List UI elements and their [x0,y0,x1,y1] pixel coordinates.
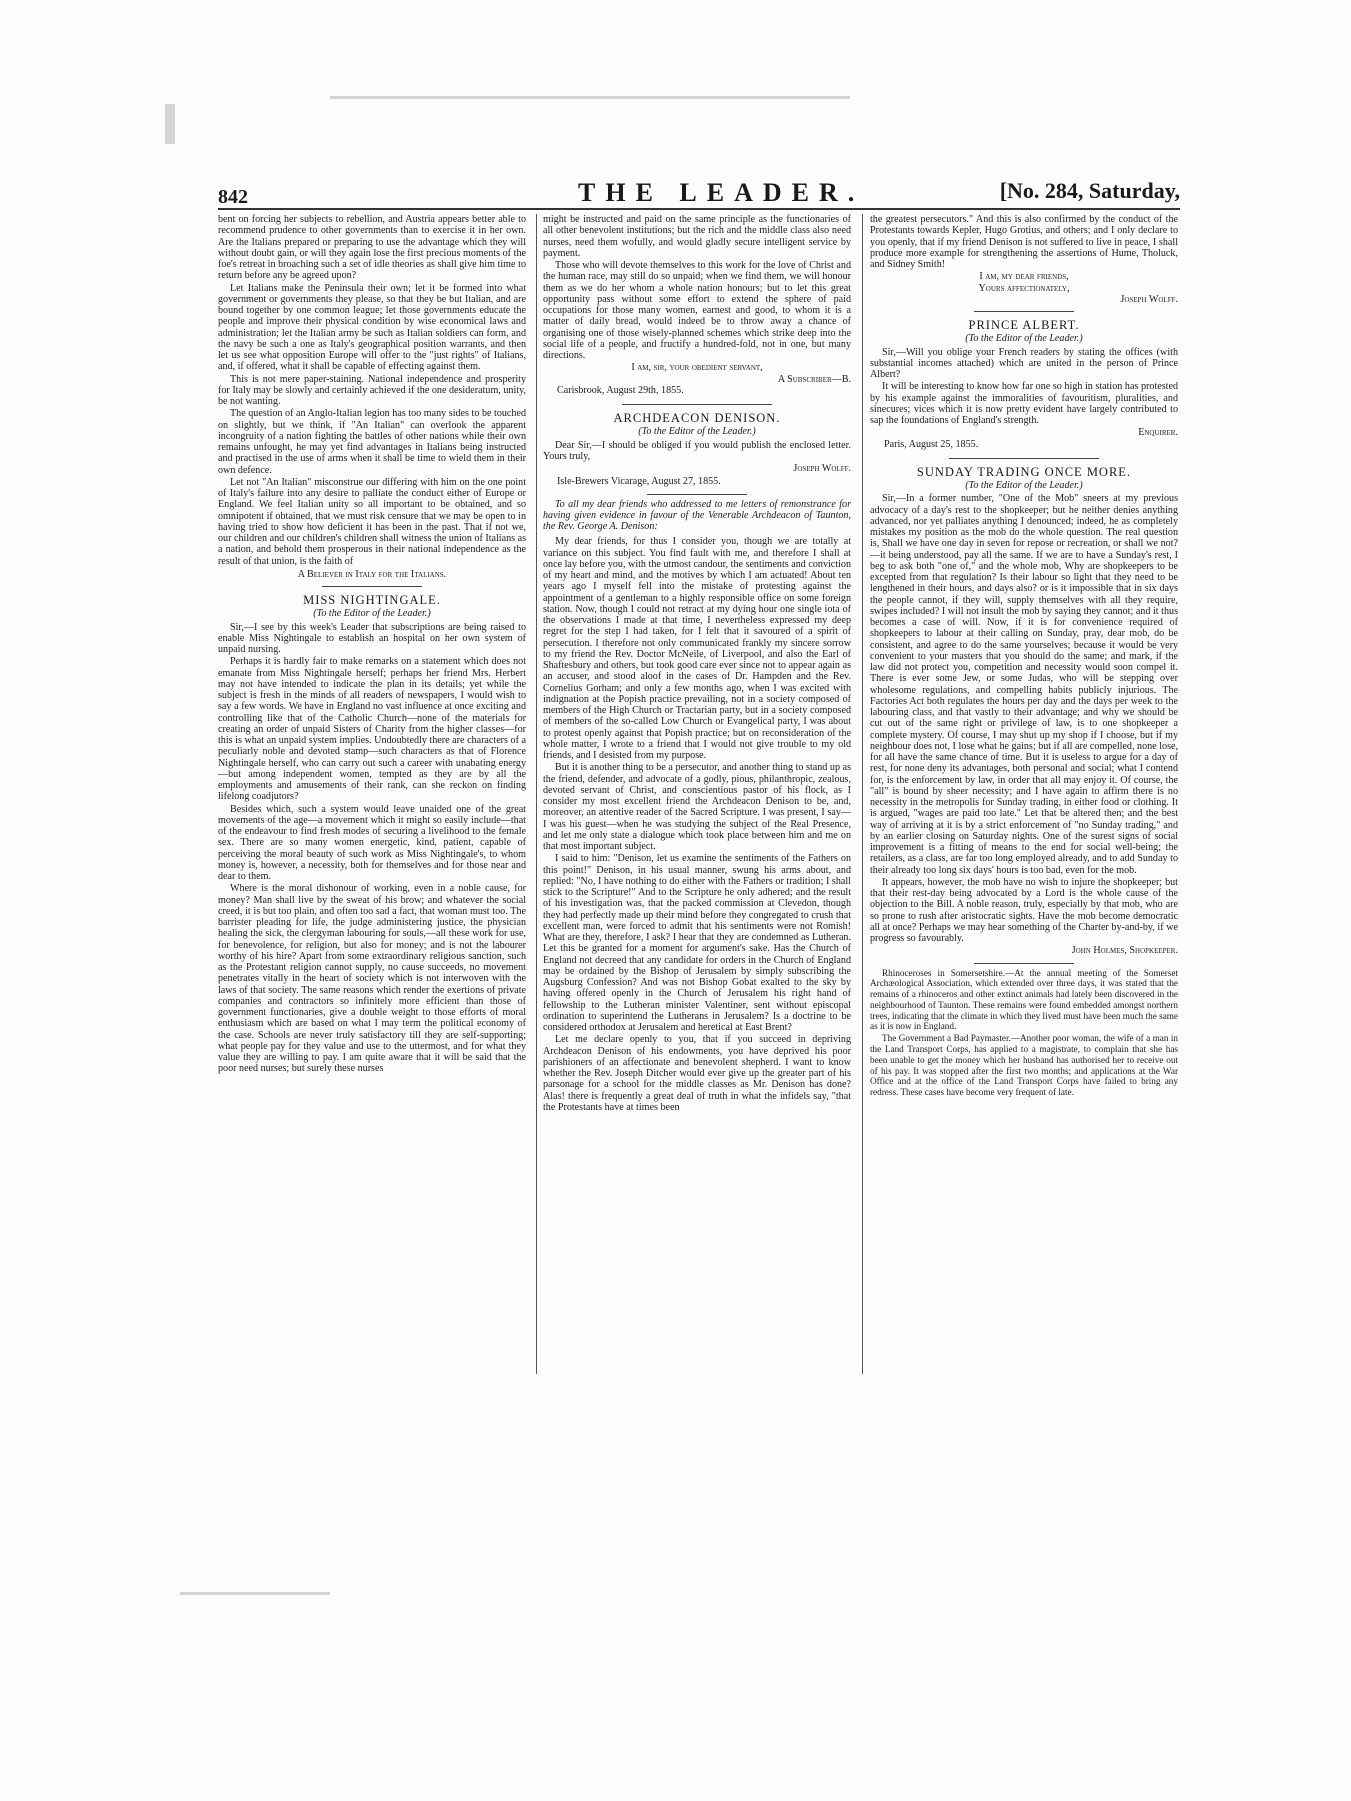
article-heading: MISS NIGHTINGALE. [303,593,441,607]
paragraph: I said to him: "Denison, let us examine the sentiments of the Fathers on this point!" Denison, in his usual manner, swung his arms about, and replied: "No, I have nothing to do either with the Fathers or tradition; I shall stick to the Scripture!" And to the Scripture he only adhered; and the result of his investigation was, that the packed commission at Clevedon, though they had perfectly made up their mind before they congregated to crush that excellent man, were forced to admit that his sentiments were not Romish! What are they, therefore, I ask? I hear that they are condemned as Lutheran. Let this be granted for a moment for argument's sake. Has the Church of England not decreed that any candidate for orders in the Church of England may be ordained by the Bishop of Jerusalem by simply subscribing the Augsburg Confession? And was not Bishop Gobat exalted to the sky by having offered openly in the Church of Jerusalem his right hand of fellowship to the Lutheran minister Valentiner, sent without episcopal ordination to superintend the Lutherans in Jerusalem? Is a doctrine to be considered orthodox at Jerusalem and heretical at East Brent? [543,853,851,1033]
divider [974,311,1074,312]
divider [647,494,747,495]
dateline: Isle-Brewers Vicarage, August 27, 1855. [557,476,721,488]
paragraph: Sir,—Will you oblige your French readers by stating the offices (with substantial incomes attached) which are united in the person of Prince Albert? [870,346,1178,380]
column-rule [536,214,537,1374]
paragraph: bent on forcing her subjects to rebellion, and Austria appears better able to recommend prudence to other governments than to exercise it in her own. Are the Italians prepared or preparing to use the advantage which they will without doubt gain, or will they again lose the first precious moments of the foe's retreat in broaching such a set of idle theories as shall give him time to return before any be agreed upon? [218,214,526,282]
paragraph: Let Italians make the Peninsula their own; let it be formed into what government or governments they please, so that they be but Italian, and are bound together by one common league; let those governments educate the people and improve their physical condition by wise economical laws and administration; let the Italian army be such as Italian soldiers can form, and the navy be such a one as Italy's geographical position warrants, and then let us see what opposition Europe will offer to the "just rights" of Italians, and, if offered, what it shall be capable of effecting against them. [218,282,526,373]
page-header [218,178,1180,208]
article-subheading: (To the Editor of the Leader.) [965,333,1083,345]
article-heading: ARCHDEACON DENISON. [613,411,781,425]
scan-artifact [180,1592,330,1595]
news-item: Rhinoceroses in Somersetshire.—At the annual meeting of the Somerset Archæological Association, which extended over three days, it was stated that the remains of a rhinoceros and other extinct animals had lately been discovered in the neighbourhood of Taunton. These remains were found embedded amongst northern trees, indicating that the climate in which they lived must have been much the same as it is now in England. [870,967,1178,1032]
issue-label: [No. 284, Saturday, [999,178,1180,203]
article-subheading: (To the Editor of the Leader.) [313,608,431,620]
paragraph: Let not "An Italian" misconstrue our differing with him on the one point of Italy's failure into any desire to palliate the conduct either of Europe or England. We feel Italian unity so all important to be obtained, and so omnipotent if obtained, that we must risk censure that we may be open to in having tried to show how deficient it has been in the past. That if not we, our children and our children's children shall witness the union of Italians as a nation, and behold them prosperous in their national independence as the result of that union, is the faith of [218,476,526,567]
scan-artifact [165,104,175,144]
dateline: Paris, August 25, 1855. [884,438,979,450]
paragraph: might be instructed and paid on the same principle as the functionaries of all other benevolent institutions; but the rich and the middle class also need nurses, need them wofully, and would gladly secure intelligent service by payment. [543,214,851,259]
masthead: THE LEADER. [578,178,865,207]
address-note: To all my dear friends who addressed to me letters of remonstrance for having given evidence in favour of the Venerable Archdeacon of Taunton, the Rev. George A. Denison: [543,498,851,532]
paragraph: the greatest persecutors." And this is also confirmed by the conduct of the Protestants towards Kepler, Hugo Grotius, and others; and I only declare to you openly, that if my friend Denison is not suffered to live in peace, I shall produce more example for strengthening the assertions of Hume, Tholuck, and Sidney Smith! [870,214,1178,270]
signature: Enquirer. [1138,427,1178,439]
article-subheading: (To the Editor of the Leader.) [965,480,1083,491]
header-rule [218,208,1180,210]
news-item: The Government a Bad Paymaster.—Another poor woman, the wife of a man in the Land Transport Corps, has applied to a magistrate, to complain that she has been unable to get the money which her husband has authorised her to receive out of his pay. It was stopped after the first two months; and applications at the War Office and at the office of the Land Transport Corps have failed to bring any redress. These cases have become very frequent of late. [870,1033,1178,1098]
paragraph: Sir,—In a former number, "One of the Mob" sneers at my previous advocacy of a day's rest to the shopkeeper; but he neither denies anything advanced, nor yet palliates anything I denounced; indeed, he as completely mistakes my position as the mob do the whole question. The real question is, Shall we have one day in seven for repose or recreation, or shall we not?—it being understood, pay all the same. If we are to have a Sunday's rest, I beg to ask both "one of," and the whole mob, Why are shopkeepers to be excepted from that regulation? Is their labour so light that they need to be lengthened in their hours, and days also? or is it impossible that in six days the people cannot, if they will, supply themselves with all they require, swipes included? I will not insult the mob by saying they cannot; and it thus becomes a case of will. Now, if it is for convenience required of shopkeepers to labour at their calling on Sunday, pray, dear mob, do be consistent, and agree to do the same yourselves; because it would be very convenient to your masters that you should do the same; and mark, if the law did not protect you, competition and necessity would soon compel it. There is ever some Jew, or some Judas, who will be stepping over wholesome regulations, and compelling habits publicly injurious. The Factories Act both regulates the hours per day and the days per week to the labouring class, and that vastly to their advantage; and why we should be cut out of the same right or privilege of law, is to one shopkeeper a complete mystery. Of course, I may shut up my shop if I choose, but if my neighbour does not, I lose what he gains; but if all are compelled, none lose, for all have the same chance of time. But it is useless to argue for a day of rest, for none deny its advantages, both personal and social; what I contend for, is the enforcement by law, in order that all may enjoy it. Of course, the "all" is bound by sheer necessity; and I have again to affirm there is no necessity in the metropolis for Sunday trading, in either food or clothing. It is argued, "wages are paid too late." Let that be altered then; and the best way of arriving at it is by a strict enforcement of "no Sunday trading," and by an earlier closing on Saturday nights. One of the surest signs of social improvement is a fitting of means to the end for social well-being; the retailers, as a class, are far too long employed already, and to add Sunday to their already too long six days' hours is too bad, even for the mob. [870,493,1178,876]
paragraph: It appears, however, the mob have no wish to injure the shopkeeper; but that their rest-day being advocated by a Lord is the whole cause of the objection to the Bill. A noble reason, truly, especially by that mob, who are so prone to rush after aristocratic sights. Have the mob become democratic all at once? Perhaps we may hear something of the Charter by-and-by, if we progress so favourably. [870,876,1178,944]
scan-artifact [330,96,850,99]
paragraph: Dear Sir,—I should be obliged if you would publish the enclosed letter. Yours truly, [543,439,851,462]
signature: A Subscriber—B. [777,373,851,385]
divider [622,404,772,405]
divider [949,458,1099,459]
paragraph: Sir,—I see by this week's Leader that subscriptions are being raised to enable Miss Nightingale to establish an hospital on her own system of unpaid nursing. [218,621,526,655]
paragraph: But it is another thing to be a persecutor, and another thing to stand up as the friend, defender, and advocate of a godly, pious, philanthropic, zealous, devoted servant of Christ, and conscientious pastor of his flock, as I consider my most excellent friend the Archdeacon Denison to be, and, moreover, an attentive reader of the Sacred Scripture. I was present, I say—I was his guest—when he was studying the subject of the Real Presence, and let me only state a dialogue which took place between him and me on that most important subject. [543,762,851,852]
signature: Joseph Wolff. [793,463,851,474]
article-subheading: (To the Editor of the Leader.) [638,426,756,438]
paragraph: Where is the moral dishonour of working, even in a noble cause, for money? Man shall live by the sweat of his brow; and whatever the social creed, it is but too plain, and often too sad a fact, that woman must too. The barrister pleading for life, the judge administering justice, the physician healing the sick, the clergyman labouring for souls,—all these work for use, for benevolence, for religion, but also for money; and is not the labourer worthy of his hire? Apart from some extraordinary religious sanction, such as the Protestant religion cannot supply, no cause succeeds, no movement penetrates vitally in the heart of society which is not interwoven with the laws of that society. The same reasons which render the exertions of private companies and contractors so infinitely more efficient than those of government functionaries, give a double weight to those efforts of moral enthusiasm which are based on what I may term the political economy of the case. Schools are never truly satisfactory till they are self-supporting; what people pay for they value and use to the uttermost, and for what they value they are willing to pay. I am quite aware that it will be said that the poor need nurses; but surely these nurses [218,883,526,1075]
article-heading: SUNDAY TRADING ONCE MORE. [916,464,1132,479]
paragraph: My dear friends, for thus I consider you, though we are totally at variance on this subject. You find fault with me, and therefore I shall at once lay before you, with the utmost candour, the sentiments and conviction of my heart and mind, and the motives by which I am actuated! About ten years ago I myself fell into the mistake of protesting against the appointment of a gentleman to a highly responsible office on some foreign station. Now, though I could not retract at my dying hour one single iota of the observations I made at that time, I nevertheless expressed my deep regret for the step I had taken, for I felt that it savoured of a spirit of persecution. I therefore not only communicated frankly my sincere sorrow to my friend the Rev. Doctor McNeile, of Liverpool, and also the Earl of Shaftesbury and others, but took good care ever since not to appear again as an accuser, and stood aloof in the cases of Dr. Hampden and the Rev. Cornelius Gorham; and only a few months ago, when I was excited with indignation at the Popish practice prevailing, not in a society composed of members of the High Church or Tractarian party, but in a society composed of members of the so-called Low Church or Evangelical party, I was about to protest openly against that Popish practice; but on reconsideration of the whole matter, I wrote to a friend that I would not give trouble to my old friends, and I desisted from my purpose. [543,536,851,761]
column-rule [862,214,863,1374]
paragraph: Let me declare openly to you, that if you succeed in depriving Archdeacon Denison of his endowments, you have deprived his poor parishioners of an affectionate and benevolent shepherd. I want to know whether the Rev. Joseph Ditcher would ever give up the greater part of his parsonage for a school for the middle classes as Mr. Denison has done? Alas! there is frequently a great deal of truth in what the infidels say, "that the Protestants have at times been [543,1034,851,1113]
dateline: Carisbrook, August 29th, 1855. [557,384,684,396]
paragraph: Those who will devote themselves to this work for the love of Christ and the human race, may still do so unpaid; when we find them, we will honour them as we do her whom a whole nation honours; but to let this great opportunity pass without some effort to extend the sphere of paid occupations for those many women, earnest and good, to whom it is a matter of daily bread, would indeed be to throw away a chance of organising one of those wisely-planned schemes which strike deep into the social life of a people, and fructify a hundred-fold, not in one, but many directions. [543,260,851,361]
paragraph: Perhaps it is hardly fair to make remarks on a statement which does not emanate from Miss Nightingale herself; perhaps her friend Mrs. Herbert may not have intended to indicate the plan in its details; yet while the subject is fresh in the minds of all readers of newspapers, I would wish to say a few words. We have in England no vast influence at once exciting and controlling like that of the Catholic Church—none of the materials for creating an order of unpaid Sisters of Charity from the higher classes—for this is what an unpaid system implies. Undoubtedly there are characters of a peculiarly noble and devoted stamp—such characters as that of Florence Nightingale herself, who can carry out such a career with unabating energy—but among independent women, tempted as they are by all the employments and amusements of their rank, can she reckon on finding lifelong coadjutors? [218,656,526,803]
paragraph: The question of an Anglo-Italian legion has too many sides to be touched on slightly, but we think, if "An Italian" can overlook the apparent incongruity of a nation fighting the battles of other nations while their own remains unfought, he may yet find advantages in Italians being instructed and practised in the use of arms when it shall be time to wield them in their own defence. [218,408,526,476]
signature-line: Yours affectionately, [978,282,1070,294]
divider [974,963,1074,964]
column-2 [543,214,851,1114]
paragraph: It will be interesting to know how far one so high in station has protested by his example against the immoralities of favouritism, pluralities, and sinecures; vices which it is now pretty evident have largely contributed to sap the foundations of England's strength. [870,381,1178,426]
paragraph: This is not mere paper-staining. National independence and prosperity for Italy may be slowly and certainly achieved if the one desideratum, unity, be not wanting. [218,373,526,407]
paragraph: Besides which, such a system would leave unaided one of the great movements of the age—a movement which it might so easily include—that of the endeavour to find fresh modes of securing a livelihood to the female sex. There are so many women energetic, kind, patient, capable of perceiving the moral beauty of such work as Miss Nightingale's, to whom money is, however, a necessity, both for themselves and for those near and dear to them. [218,803,526,882]
divider [322,586,422,587]
signature: Joseph Wolff. [1120,293,1178,305]
signature: A Believer in Italy for the Italians. [297,568,447,580]
signature: John Holmes, Shopkeeper. [1071,945,1178,957]
column-3 [870,214,1178,1099]
signature-line: I am, my dear friends, [979,271,1069,283]
signature-line: I am, sir, your obedient servant, [631,362,763,374]
column-1 [218,214,526,1076]
article-heading: PRINCE ALBERT. [968,318,1080,332]
page-number: 842 [218,186,248,208]
